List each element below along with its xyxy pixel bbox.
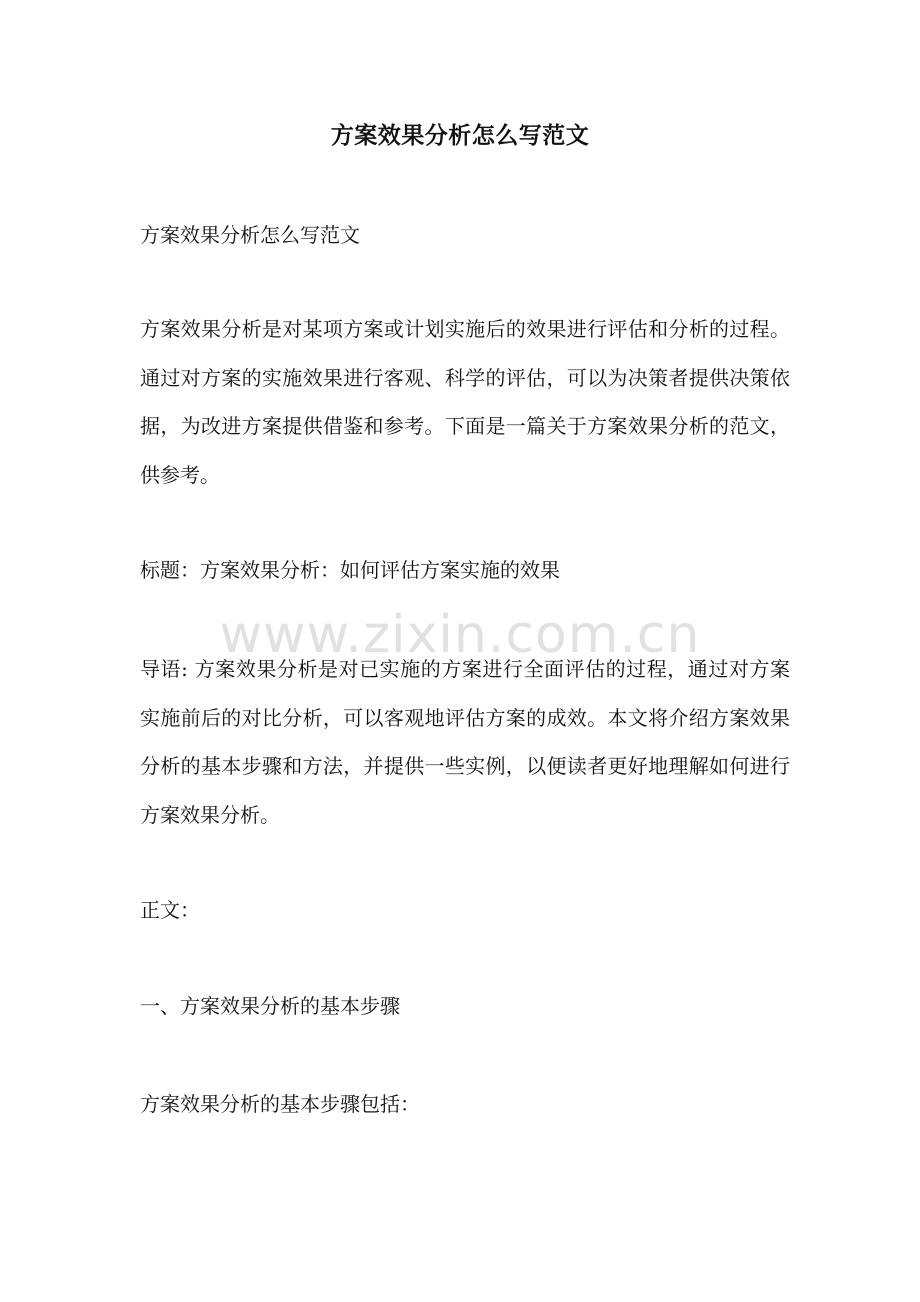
intro-paragraph: 方案效果分析是对某项方案或计划实施后的效果进行评估和分析的过程。通过对方案的实施效果进行客观、科学的评估，可以为决策者提供决策依据，为改进方案提供借鉴和参考。下面是一篇关于方案效果分析的范文，供参考。 (140, 317, 790, 487)
body-label: 正文： (140, 898, 200, 922)
watermark-text: www.zixin.com.cn (219, 605, 701, 665)
section-1-intro: 方案效果分析的基本步骤包括： (140, 1092, 420, 1116)
lead-paragraph: 导语: 方案效果分析是对已实施的方案进行全面评估的过程，通过对方案实施前后的对比分析，可以客观地评估方案的成效。本文将介绍方案效果分析的基本步骤和方法，并提供一些实例，以便读者更好地理解如何进行方案效果分析。 (140, 657, 790, 827)
section-1-heading: 一、方案效果分析的基本步骤 (140, 994, 400, 1018)
document-title: 方案效果分析怎么写范文 (330, 122, 590, 149)
heading-paragraph: 标题：方案效果分析：如何评估方案实施的效果 (140, 558, 560, 582)
subtitle-paragraph: 方案效果分析怎么写范文 (140, 223, 360, 247)
